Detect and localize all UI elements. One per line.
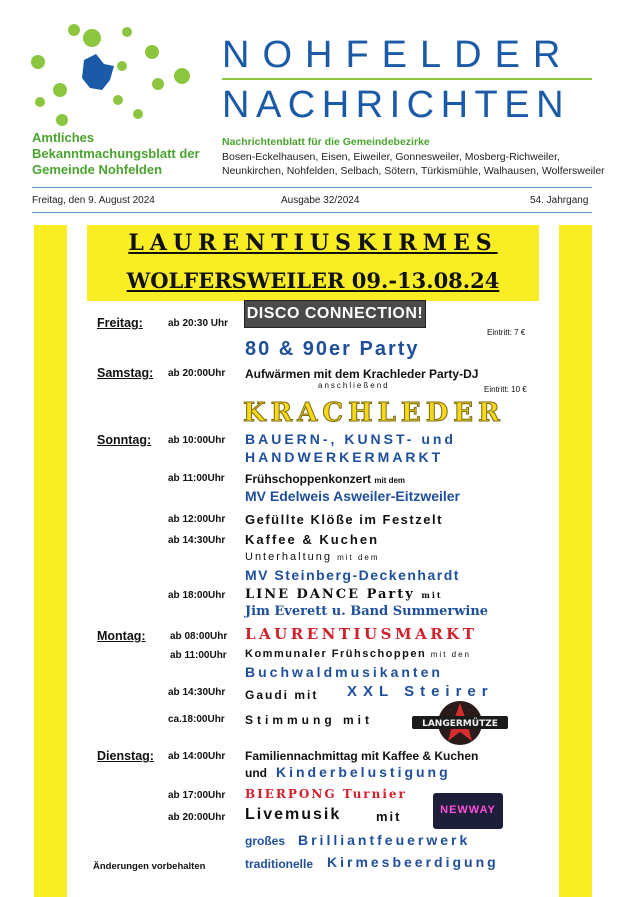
changes-reserved-note: Änderungen vorbehalten bbox=[93, 861, 206, 872]
saturday-time: ab 20:00Uhr bbox=[168, 368, 226, 379]
tuesday-event-2: BIERPONG Turnier bbox=[245, 787, 407, 801]
monday-event-2a-suffix: mit den bbox=[430, 650, 471, 659]
poster-title: LAURENTIUSKIRMES bbox=[128, 230, 498, 256]
masthead-rule bbox=[222, 78, 592, 80]
official-gazette-label: Amtliches Bekanntmachungsblatt der Gemeinde Nohfelden bbox=[32, 130, 200, 177]
day-monday: Montag: bbox=[97, 629, 146, 643]
sunday-event-5a bbox=[245, 587, 443, 602]
monday-event-2b: Buchwaldmusikanten bbox=[245, 664, 443, 680]
sunday-time-2: ab 11:00Uhr bbox=[168, 473, 225, 484]
langermuetze-logo-text: LANGERMÜTZE bbox=[422, 719, 498, 729]
sunday-time-4: ab 14:30Uhr bbox=[168, 535, 226, 546]
newway-logo bbox=[433, 793, 503, 829]
day-tuesday: Dienstag: bbox=[97, 749, 154, 763]
monday-time-2: ab 11:00Uhr bbox=[170, 650, 227, 661]
saturday-fee: Eintritt: 10 € bbox=[484, 385, 527, 394]
poster-right-bar bbox=[559, 225, 592, 897]
sunday-event-2a-text: Frühschoppenkonzert bbox=[245, 472, 372, 486]
sunday-event-5b: Jim Everett u. Band Summerwine bbox=[245, 604, 489, 619]
tuesday-event-5a: traditionelle bbox=[245, 857, 314, 871]
newway-logo-text: NEWWAY bbox=[440, 804, 496, 816]
monday-time-1: ab 08:00Uhr bbox=[170, 631, 228, 642]
tuesday-time-1: ab 14:00Uhr bbox=[168, 751, 226, 762]
sunday-event-2a-suffix: mit dem bbox=[374, 476, 406, 485]
monday-event-3b: XXL Steirer bbox=[347, 683, 494, 700]
monday-event-4: Stimmung mit bbox=[245, 713, 373, 727]
tuesday-time-3: ab 20:00Uhr bbox=[168, 812, 226, 823]
tuesday-event-4a: großes bbox=[245, 834, 286, 848]
tuesday-event-1a: Familiennachmittag mit Kaffee & Kuchen bbox=[245, 749, 479, 763]
monday-event-2a-text: Kommunaler Frühschoppen bbox=[245, 648, 427, 660]
monday-event-3a: Gaudi mit bbox=[245, 688, 319, 702]
poster-left-bar bbox=[34, 225, 67, 897]
sunday-event-1b: HANDWERKERMARKT bbox=[245, 449, 444, 465]
sunday-event-3: Gefüllte Klöße im Festzelt bbox=[245, 512, 443, 527]
issue-number: Ausgabe 32/2024 bbox=[281, 195, 360, 206]
tuesday-event-1b-pre: und bbox=[245, 766, 267, 780]
sunday-time-3: ab 12:00Uhr bbox=[168, 514, 226, 525]
friday-fee: Eintritt: 7 € bbox=[487, 328, 526, 337]
districts-line-1: Bosen-Eckelhausen, Eisen, Eiweiler, Gonnesweiler, Mosberg-Richweiler, bbox=[222, 151, 560, 163]
tuesday-event-4b: Brilliantfeuerwerk bbox=[298, 832, 471, 848]
sunday-event-4b-text: Unterhaltung bbox=[245, 551, 332, 563]
disco-connection-logo: DISCO CONNECTION! bbox=[244, 300, 426, 328]
monday-event-2a bbox=[245, 648, 471, 660]
sunday-event-4b-suffix: mit dem bbox=[337, 553, 380, 562]
masthead-title-bottom: NACHRICHTEN bbox=[222, 84, 571, 126]
header-divider bbox=[32, 187, 592, 188]
masthead-title-top: NOHFELDER bbox=[222, 34, 574, 76]
langermuetze-logo bbox=[412, 700, 508, 746]
monday-event-1: LAURENTIUSMARKT bbox=[245, 625, 478, 643]
newsletter-title: Nachrichtenblatt für die Gemeindebezirke bbox=[222, 136, 430, 148]
sunday-event-2a bbox=[245, 472, 405, 486]
saturday-event: Aufwärmen mit dem Krachleder Party-DJ bbox=[245, 367, 479, 381]
municipality-logo bbox=[22, 18, 202, 128]
issue-date: Freitag, den 9. August 2024 bbox=[32, 195, 155, 206]
monday-time-3: ab 14:30Uhr bbox=[168, 687, 226, 698]
sunday-event-4a: Kaffee & Kuchen bbox=[245, 532, 380, 547]
day-friday: Freitag: bbox=[97, 316, 143, 330]
volume-number: 54. Jahrgang bbox=[530, 195, 589, 206]
friday-time: ab 20:30 Uhr bbox=[168, 318, 229, 329]
meta-divider bbox=[32, 212, 592, 213]
sunday-event-5a-suffix: mit bbox=[421, 590, 443, 600]
tuesday-event-3b: mit bbox=[376, 809, 402, 824]
sunday-event-4c: MV Steinberg-Deckenhardt bbox=[245, 567, 460, 583]
tuesday-event-3a: Livemusik bbox=[245, 806, 342, 823]
day-sunday: Sonntag: bbox=[97, 433, 152, 447]
sunday-event-5a-text: LINE DANCE Party bbox=[245, 587, 415, 602]
tuesday-event-1b: Kinderbelustigung bbox=[276, 764, 451, 780]
day-saturday: Samstag: bbox=[97, 366, 154, 380]
sunday-event-2b: MV Edelweis Asweiler-Eitzweiler bbox=[245, 488, 461, 504]
sunday-event-1a: BAUERN-, KUNST- und bbox=[245, 431, 456, 447]
friday-event: 80 & 90er Party bbox=[245, 338, 420, 360]
sunday-time-1: ab 10:00Uhr bbox=[168, 435, 226, 446]
tuesday-event-5b: Kirmesbeerdigung bbox=[327, 854, 499, 870]
krachleder-logo: KRACHLEDER bbox=[243, 398, 505, 428]
poster-subtitle: WOLFERSWEILER 09.-13.08.24 bbox=[126, 268, 500, 293]
sunday-event-4b bbox=[245, 551, 380, 563]
monday-time-4: ca.18:00Uhr bbox=[168, 714, 225, 725]
districts-line-2: Neunkirchen, Nohfelden, Selbach, Sötern, Türkismühle, Walhausen, Wolfersweiler bbox=[222, 165, 605, 177]
saturday-after: anschließend bbox=[318, 381, 390, 390]
tuesday-time-2: ab 17:00Uhr bbox=[168, 790, 226, 801]
sunday-time-5: ab 18:00Uhr bbox=[168, 590, 226, 601]
